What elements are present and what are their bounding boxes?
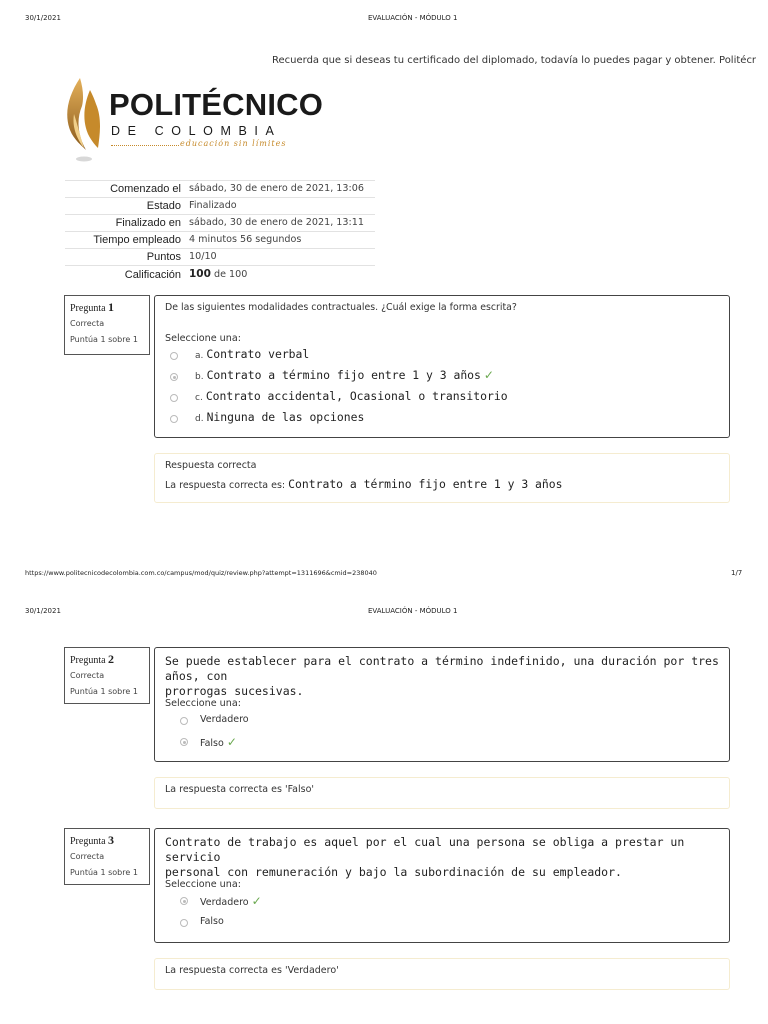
summary-value: sábado, 30 de enero de 2021, 13:11	[185, 215, 375, 232]
option-c[interactable]	[195, 389, 508, 403]
question-prefix: Pregunta	[70, 836, 106, 847]
institution-logo[interactable]	[62, 76, 324, 166]
radio-true[interactable]	[180, 717, 188, 725]
radio-false[interactable]	[180, 919, 188, 927]
print-date: 30/1/2021	[25, 14, 61, 22]
question-1-info	[64, 295, 150, 355]
print-title: EVALUACIÓN - MÓDULO 1	[368, 607, 458, 615]
question-prefix: Pregunta	[70, 303, 106, 314]
grade-value: 100	[189, 268, 211, 280]
option-text: Contrato a término fijo entre 1 y 3 años	[206, 368, 481, 382]
option-false[interactable]	[200, 735, 237, 749]
question-prefix: Pregunta	[70, 655, 106, 666]
radio-true[interactable]	[180, 897, 188, 905]
radio-option-c[interactable]	[170, 394, 178, 402]
summary-value: Finalizado	[185, 198, 375, 215]
summary-label: Finalizado en	[65, 215, 185, 232]
select-one-label: Seleccione una:	[165, 698, 241, 709]
question-state: Correcta	[70, 671, 105, 680]
feedback-answer: Contrato a término fijo entre 1 y 3 años	[288, 477, 563, 491]
select-one-label: Seleccione una:	[165, 879, 241, 890]
question-2-feedback: La respuesta correcta es 'Falso'	[154, 777, 730, 809]
question-3-box	[154, 828, 730, 943]
radio-option-a[interactable]	[170, 352, 178, 360]
summary-label: Estado	[65, 198, 185, 215]
summary-label: Calificación	[65, 266, 185, 284]
print-page-number: 1/7	[731, 569, 743, 577]
question-3-feedback: La respuesta correcta es 'Verdadero'	[154, 958, 730, 990]
feedback-title: Respuesta correcta	[165, 460, 257, 471]
option-false[interactable]: Falso	[200, 916, 224, 927]
question-2-box	[154, 647, 730, 762]
option-text: Falso	[200, 738, 224, 749]
option-text: Ninguna de las opciones	[206, 410, 365, 424]
select-one-label: Seleccione una:	[165, 333, 241, 344]
question-points: Puntúa 1 sobre 1	[70, 335, 138, 344]
option-letter: b.	[195, 372, 204, 382]
certificate-banner[interactable]: Recuerda que si deseas tu certificado del diplomado, todavía lo puedes pagar y obtener. Politécr	[272, 55, 757, 66]
question-text-line-1: Contrato de trabajo es aquel por el cual una persona se obliga a prestar un servicio	[165, 835, 685, 864]
summary-label: Puntos	[65, 249, 185, 266]
question-3-info	[64, 828, 150, 885]
radio-option-d[interactable]	[170, 415, 178, 423]
summary-label: Tiempo empleado	[65, 232, 185, 249]
option-text: Contrato verbal	[206, 347, 310, 361]
summary-row-state	[65, 198, 375, 215]
option-d[interactable]	[195, 410, 364, 424]
question-points: Puntúa 1 sobre 1	[70, 868, 138, 877]
radio-false[interactable]	[180, 738, 188, 746]
question-text-line-1: Se puede establecer para el contrato a término indefinido, una duración por tres años, con	[165, 654, 719, 683]
radio-option-b[interactable]	[170, 373, 178, 381]
question-text-line-2: personal con remuneración y bajo la subordinación de su empleador.	[165, 865, 622, 879]
print-title: EVALUACIÓN - MÓDULO 1	[368, 14, 458, 22]
option-letter: a.	[195, 351, 204, 361]
summary-value: 10/10	[185, 249, 375, 266]
print-url: https://www.politecnicodecolombia.com.co/campus/mod/quiz/review.php?attempt=1311696&cmid=238040	[25, 569, 377, 577]
summary-row-finished	[65, 215, 375, 232]
summary-label: Comenzado el	[65, 181, 185, 198]
logo-name: POLITÉCNICO	[109, 87, 324, 122]
option-true[interactable]	[200, 894, 262, 908]
question-number: 2	[108, 652, 115, 666]
flame-icon	[62, 76, 106, 166]
option-text: Verdadero	[200, 897, 249, 908]
option-b[interactable]	[195, 368, 494, 382]
question-text: De las siguientes modalidades contractuales. ¿Cuál exige la forma escrita?	[165, 302, 517, 313]
question-1-box	[154, 295, 730, 438]
logo-dotted-line	[111, 145, 179, 146]
checkmark-icon: ✓	[483, 368, 494, 382]
feedback-prefix: La respuesta correcta es:	[165, 480, 286, 491]
question-2-info	[64, 647, 150, 704]
question-number: 3	[108, 833, 115, 847]
question-text-line-2: prorrogas sucesivas.	[165, 684, 304, 698]
question-state: Correcta	[70, 852, 105, 861]
summary-value: 4 minutos 56 segundos	[185, 232, 375, 249]
summary-row-started	[65, 181, 375, 198]
option-text: Contrato accidental, Ocasional o transitorio	[205, 389, 508, 403]
option-letter: d.	[195, 414, 204, 424]
summary-row-time	[65, 232, 375, 249]
question-1-feedback	[154, 453, 730, 503]
question-state: Correcta	[70, 319, 105, 328]
question-number: 1	[108, 300, 115, 314]
checkmark-icon: ✓	[226, 735, 237, 749]
logo-tagline: educación sin límites	[180, 139, 287, 148]
summary-value: sábado, 30 de enero de 2021, 13:06	[185, 181, 375, 198]
summary-row-points	[65, 249, 375, 266]
option-true[interactable]: Verdadero	[200, 714, 249, 725]
question-points: Puntúa 1 sobre 1	[70, 687, 138, 696]
attempt-summary-table	[65, 180, 375, 283]
logo-subtitle: DE COLOMBIA	[111, 124, 282, 138]
option-letter: c.	[195, 393, 203, 403]
checkmark-icon: ✓	[251, 894, 262, 908]
print-date: 30/1/2021	[25, 607, 61, 615]
summary-row-grade	[65, 266, 375, 284]
grade-max: de 100	[213, 269, 248, 280]
option-a[interactable]	[195, 347, 309, 361]
